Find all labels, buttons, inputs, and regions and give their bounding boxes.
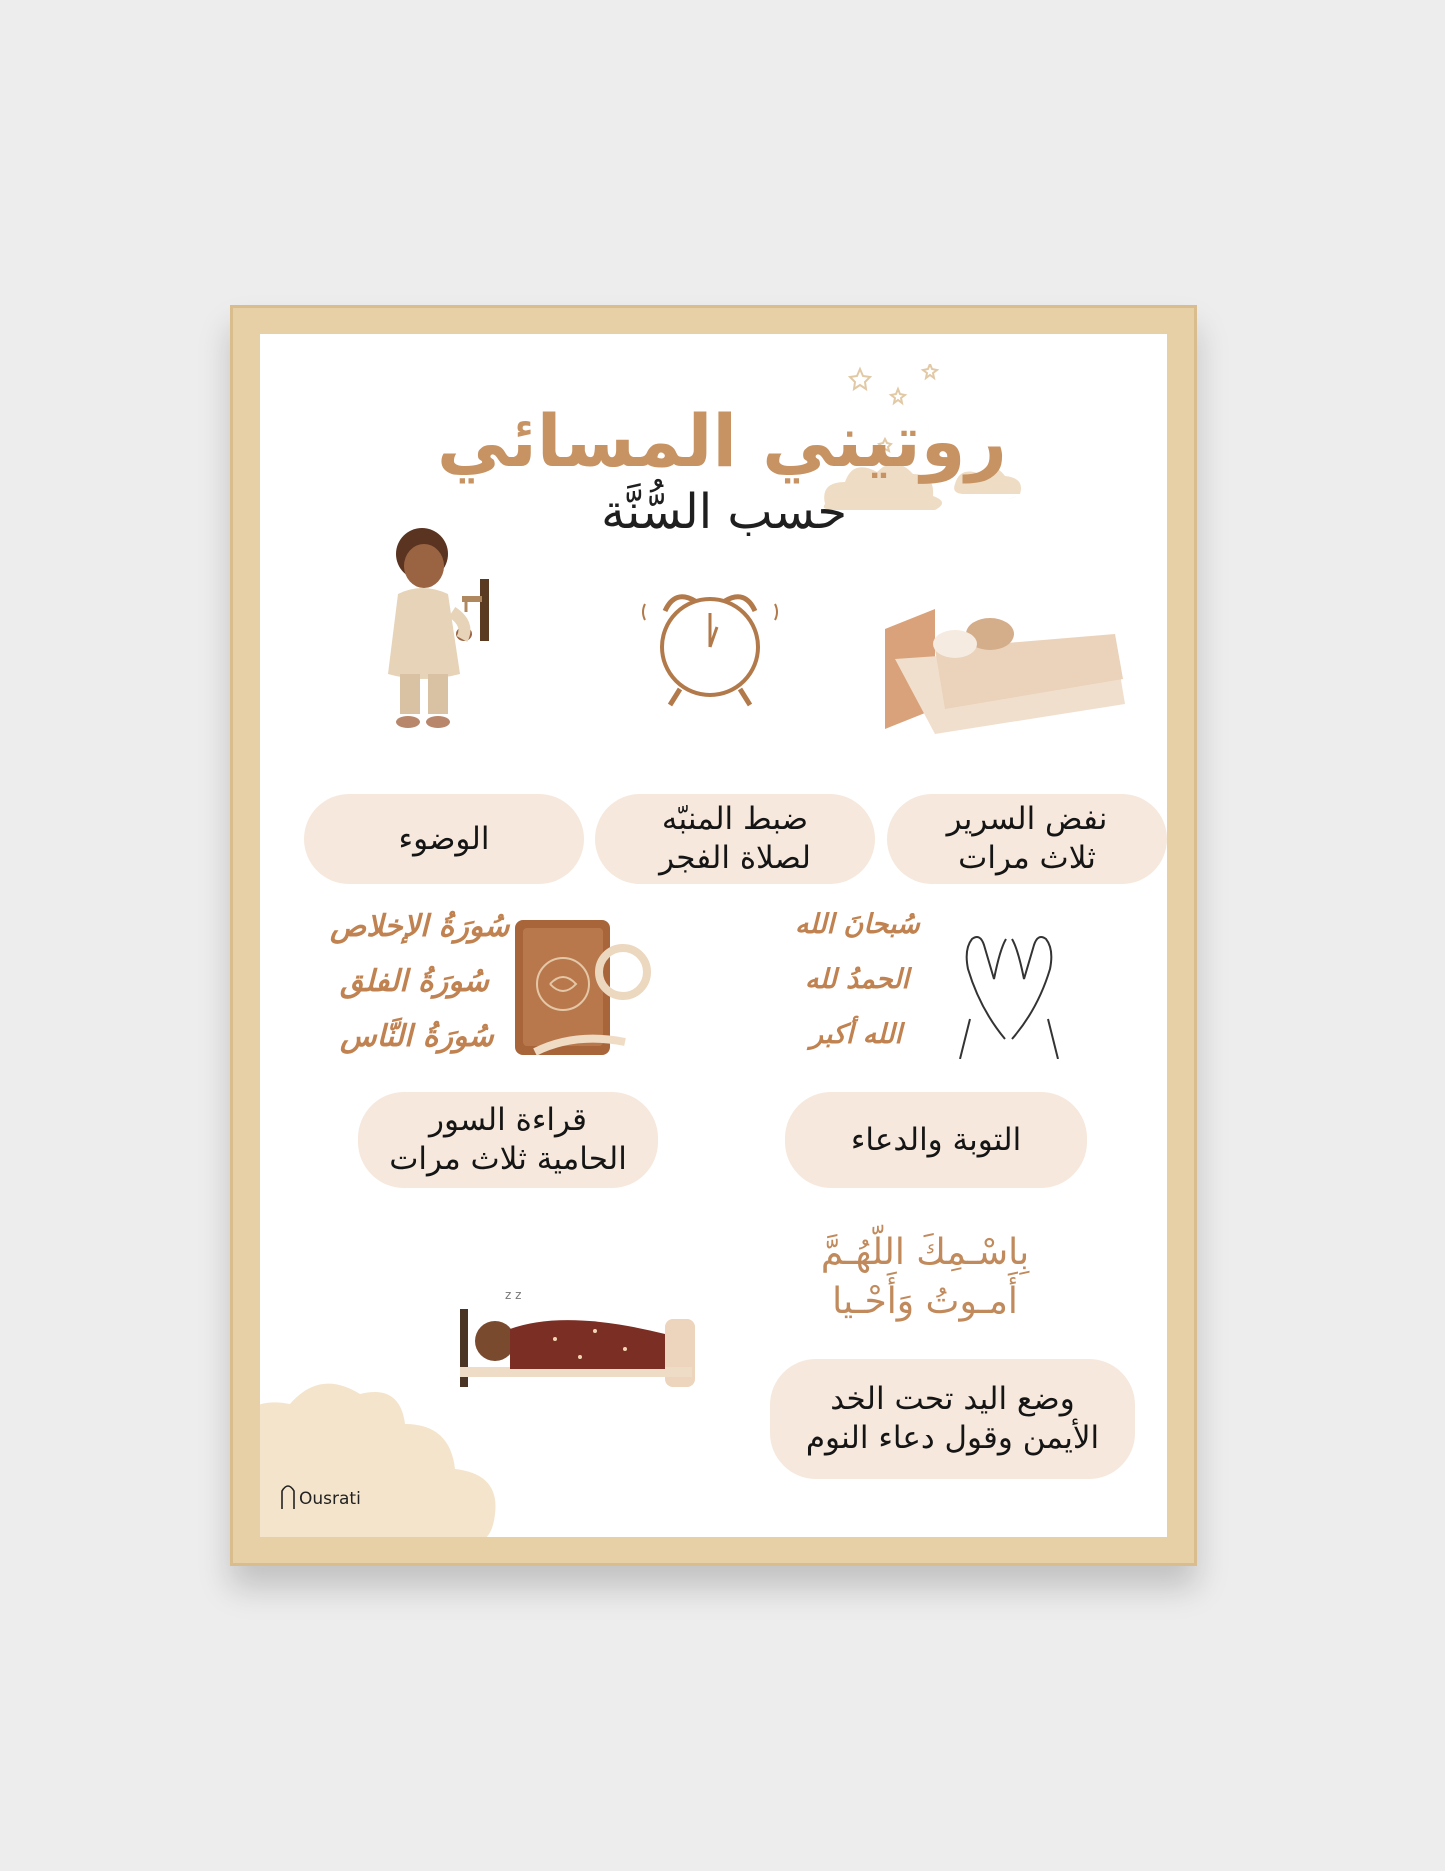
poster [260,334,1167,1537]
boy-wudu-icon [360,524,520,739]
surah-ikhlas: سُورَةُ الإخلاص [330,909,510,944]
house-logo-icon [280,1479,296,1509]
tasbih-alhamdulillah: الحمدُ لله [805,964,909,995]
sleep-dua-line2: أَمـوتُ وَأَحْـيا [832,1280,1018,1322]
step-alarm-pill [595,794,875,884]
wooden-frame [230,305,1197,1566]
svg-text:z z: z z [505,1288,522,1302]
step-alarm-line2: لصلاة الفجر [659,840,811,876]
step-bed-pill [887,794,1167,884]
poster-title: روتيني المسائي [436,399,1007,483]
cloud-icon [260,1374,510,1537]
step-surahs-line1: قراءة السور [429,1102,587,1139]
step-sleep-pill [770,1359,1135,1479]
step-bed-line1: نفض السرير [946,801,1108,838]
step-bed-line2: ثلاث مرات [958,840,1096,876]
step-surahs-pill [358,1092,658,1188]
step-tawba-label: التوبة والدعاء [850,1121,1022,1158]
step-sleep-line1: وضع اليد تحت الخد [830,1381,1075,1418]
sleeping-child-icon [455,1279,700,1389]
tasbih-allahuakbar: الله أكبر [810,1019,902,1050]
step-alarm-line1: ضبط المنبّه [661,801,809,838]
step-tawba-pill [785,1092,1087,1188]
step-wudu-pill [304,794,584,884]
sleep-dua-line1: بِاسْـمِكَ اللّهُـمَّ [820,1232,1030,1273]
step-surahs-line2: الحامية ثلاث مرات [389,1141,627,1177]
brand-logo [280,1479,361,1509]
brand-name: Ousrati [299,1489,361,1509]
bed-icon [875,589,1125,739]
quran-icon [505,912,655,1072]
alarm-clock-icon [635,579,785,709]
dua-hands-icon [950,909,1070,1059]
step-sleep-line2: الأيمن وقول دعاء النوم [805,1420,1100,1456]
surah-falaq: سُورَةُ الفلق [340,964,489,999]
sleep-dua [800,1229,1050,1326]
step-wudu-label: الوضوء [398,820,490,857]
tasbih-subhanallah: سُبحانَ الله [795,909,920,940]
surah-nas: سُورَةُ النَّاس [340,1019,494,1054]
poster-subtitle: حسب السُّنَّة [601,484,847,540]
